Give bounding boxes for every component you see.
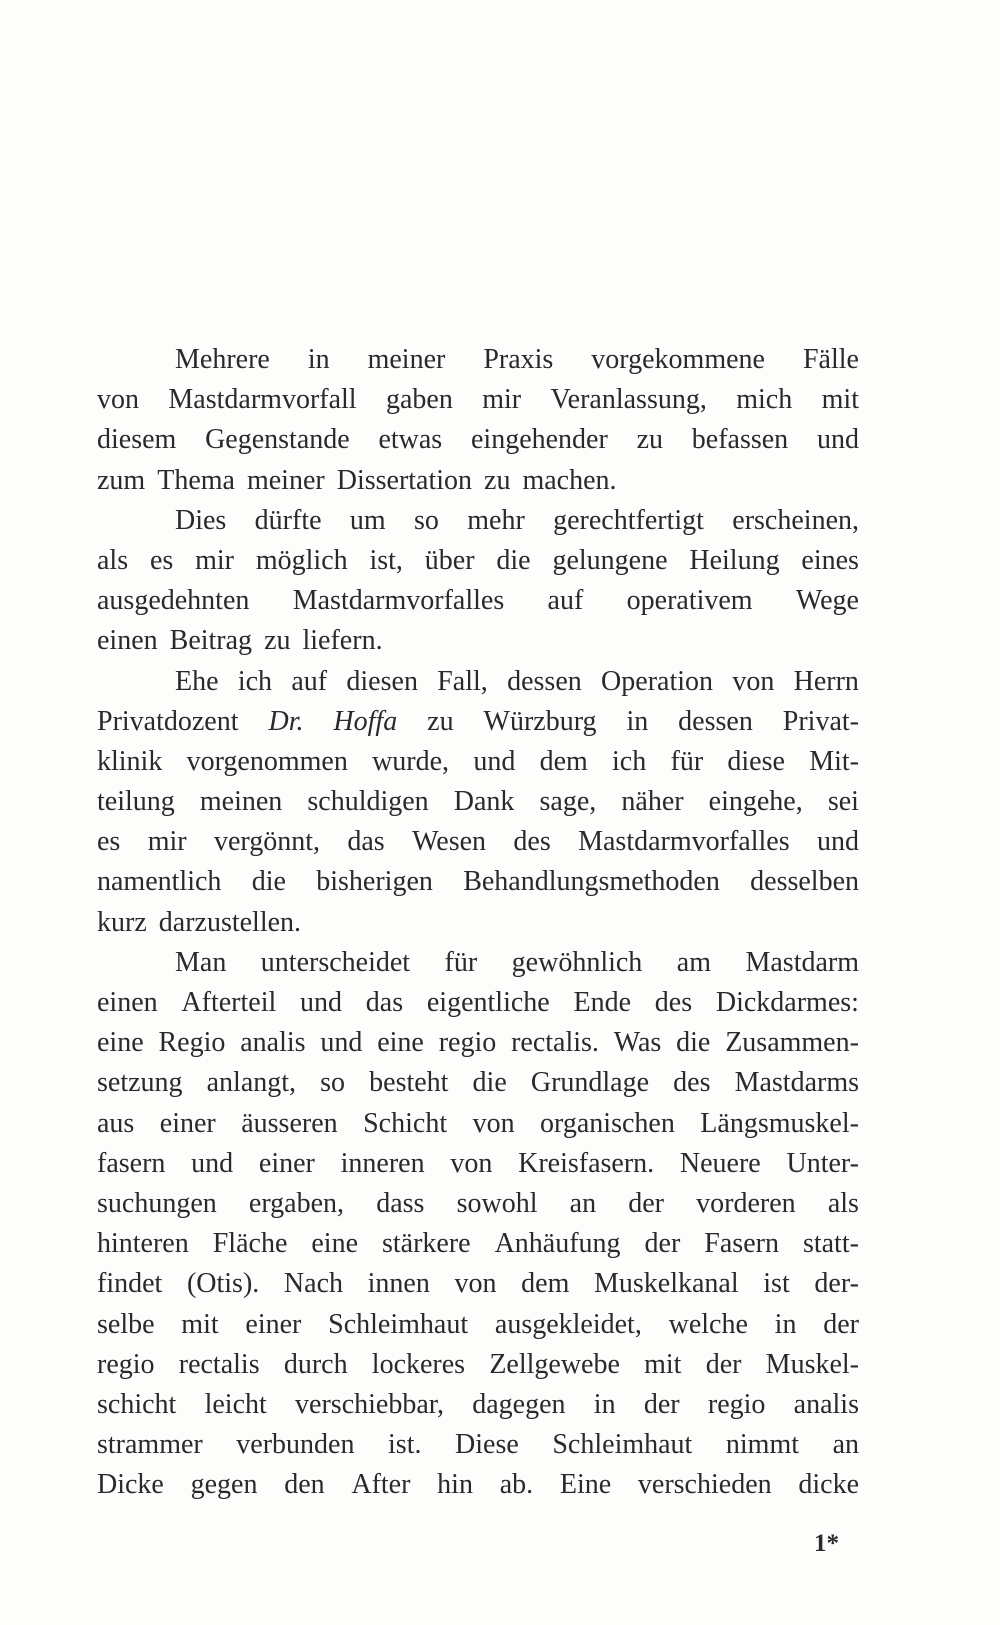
word: Mastdarm bbox=[745, 946, 859, 978]
word: über bbox=[424, 544, 475, 576]
word: schicht bbox=[97, 1388, 177, 1420]
word: von bbox=[732, 665, 775, 697]
word: Ende bbox=[573, 987, 631, 1018]
word: als bbox=[827, 1187, 859, 1219]
word: für bbox=[670, 745, 704, 777]
word: rectalis bbox=[178, 1348, 260, 1380]
word: die bbox=[676, 1027, 711, 1059]
word: Dies bbox=[175, 504, 227, 536]
word: in bbox=[593, 1388, 616, 1420]
word: dem bbox=[521, 1268, 570, 1300]
word: gerechtfertigt bbox=[553, 504, 704, 536]
word: dem bbox=[539, 745, 588, 777]
word: das bbox=[347, 826, 385, 858]
word: Mastdarmvorfalles bbox=[578, 826, 790, 858]
word: für bbox=[444, 946, 478, 978]
word: vergönnt, bbox=[213, 826, 320, 858]
word: befassen bbox=[691, 424, 789, 456]
word: eine bbox=[97, 1027, 144, 1059]
word: der bbox=[628, 1187, 664, 1219]
text-line bbox=[97, 1264, 859, 1304]
word: einer bbox=[245, 1308, 302, 1340]
word: Grundlage bbox=[530, 1067, 650, 1099]
word: so bbox=[414, 504, 439, 536]
word: meiner bbox=[246, 464, 325, 496]
word: Wesen bbox=[412, 826, 487, 858]
word: leicht bbox=[204, 1388, 267, 1420]
word: hin bbox=[437, 1469, 473, 1501]
word: und bbox=[816, 826, 859, 858]
word: ist bbox=[763, 1268, 790, 1300]
word: es bbox=[97, 826, 121, 858]
word: einen bbox=[97, 987, 158, 1018]
word: um bbox=[349, 504, 386, 536]
word: der bbox=[705, 1348, 742, 1380]
word: gewöhnlich bbox=[511, 946, 643, 978]
word: welche bbox=[668, 1308, 748, 1340]
word: organischen bbox=[540, 1107, 675, 1139]
word: Thema bbox=[157, 464, 235, 496]
word: Privatdozent bbox=[97, 705, 239, 737]
word: die bbox=[496, 544, 531, 576]
word: fasern bbox=[97, 1147, 166, 1179]
word: der bbox=[643, 1388, 680, 1420]
text-line bbox=[97, 1345, 859, 1385]
word: darzustellen. bbox=[158, 906, 302, 938]
word: Schicht bbox=[363, 1107, 448, 1139]
word: analis bbox=[793, 1388, 859, 1420]
word: Schleimhaut bbox=[552, 1429, 693, 1461]
word: sei bbox=[827, 786, 859, 818]
word: Behandlungsmethoden bbox=[463, 866, 720, 898]
word: in bbox=[307, 344, 330, 375]
word: einen bbox=[97, 625, 158, 657]
word: diesem bbox=[97, 424, 177, 456]
word: Heilung bbox=[689, 544, 780, 576]
word: Wege bbox=[795, 585, 859, 617]
word: gegen bbox=[190, 1469, 258, 1501]
word: Praxis bbox=[483, 344, 554, 375]
word: nimmt bbox=[725, 1429, 800, 1461]
word: des bbox=[673, 1067, 711, 1099]
word: dicke bbox=[798, 1469, 859, 1501]
word: mehr bbox=[467, 504, 525, 536]
word: dessen bbox=[507, 665, 582, 697]
word: Dickdarmes: bbox=[715, 987, 859, 1018]
word: als bbox=[97, 544, 129, 576]
word: ich bbox=[237, 665, 273, 697]
word: auf bbox=[291, 665, 328, 697]
word: so bbox=[320, 1067, 346, 1099]
word: dass bbox=[376, 1187, 425, 1219]
word: Eine bbox=[559, 1469, 612, 1501]
word: wurde, bbox=[372, 745, 450, 777]
word: Unter- bbox=[786, 1147, 859, 1179]
word: statt- bbox=[802, 1228, 859, 1260]
word: das bbox=[365, 987, 404, 1018]
word: Gegenstande bbox=[205, 424, 350, 456]
word: mit bbox=[821, 384, 859, 416]
text-line bbox=[97, 420, 859, 460]
text-line bbox=[97, 1425, 859, 1465]
word: verschieden bbox=[637, 1469, 772, 1501]
word: schuldigen bbox=[307, 786, 429, 818]
word: den bbox=[284, 1469, 325, 1501]
word: hinteren bbox=[97, 1228, 189, 1260]
word: der bbox=[644, 1228, 681, 1260]
text-line bbox=[97, 862, 859, 902]
text-line bbox=[97, 1063, 859, 1103]
word: zu bbox=[636, 424, 664, 456]
word: Dicke bbox=[97, 1469, 164, 1501]
word: verbunden bbox=[236, 1429, 355, 1461]
word: gaben bbox=[385, 384, 453, 416]
text-line bbox=[97, 943, 859, 983]
word: Regio bbox=[158, 1027, 226, 1059]
word: Mit- bbox=[809, 745, 859, 777]
word: eines bbox=[801, 544, 859, 576]
word: die bbox=[472, 1067, 507, 1099]
word: mir bbox=[147, 826, 187, 858]
text-line bbox=[97, 702, 859, 742]
word: möglich bbox=[255, 544, 348, 576]
word: meinen bbox=[199, 786, 283, 818]
word: diese bbox=[727, 745, 785, 777]
word: liefern. bbox=[302, 625, 383, 657]
word: Veranlassung, bbox=[550, 384, 707, 416]
word: ist. bbox=[388, 1429, 422, 1461]
word: etwas bbox=[378, 424, 443, 456]
word: mit bbox=[181, 1308, 219, 1340]
word: After bbox=[351, 1469, 411, 1501]
word: rectalis. bbox=[511, 1027, 599, 1059]
word: Mastdarms bbox=[734, 1067, 859, 1099]
word: operativem bbox=[626, 585, 753, 617]
word: dagegen bbox=[472, 1388, 566, 1420]
word: bisherigen bbox=[316, 866, 433, 898]
text-line bbox=[97, 822, 859, 862]
word: Afterteil bbox=[181, 987, 277, 1018]
word: lockeres bbox=[371, 1348, 466, 1380]
word: unterscheidet bbox=[260, 946, 411, 978]
word: stärkere bbox=[381, 1228, 471, 1260]
word: und bbox=[816, 424, 859, 456]
word: Dr. bbox=[268, 705, 304, 737]
word: und bbox=[473, 745, 516, 777]
word: in bbox=[626, 705, 649, 737]
word: ich bbox=[612, 745, 647, 777]
word: Fall, bbox=[437, 665, 488, 697]
word: an bbox=[569, 1187, 597, 1219]
word: regio bbox=[707, 1388, 766, 1420]
word: die bbox=[251, 866, 286, 898]
word: anlangt, bbox=[206, 1067, 297, 1099]
word: Ehe bbox=[175, 665, 219, 697]
word: besteht bbox=[369, 1067, 449, 1099]
word: zum bbox=[97, 464, 146, 496]
word: verschiebbar, bbox=[295, 1388, 444, 1420]
text-line bbox=[97, 340, 859, 380]
word: in bbox=[774, 1308, 797, 1340]
word: Fasern bbox=[704, 1228, 779, 1260]
word: Was bbox=[613, 1027, 662, 1059]
word: klinik bbox=[97, 745, 163, 777]
word: aus bbox=[97, 1107, 135, 1139]
word: machen. bbox=[522, 464, 617, 496]
word: erscheinen, bbox=[732, 504, 859, 536]
word: und bbox=[300, 987, 343, 1018]
text-line bbox=[97, 621, 859, 661]
word: der bbox=[823, 1308, 859, 1340]
text-line bbox=[97, 903, 859, 943]
word: Muskelkanal bbox=[594, 1268, 739, 1300]
word: zu bbox=[484, 464, 511, 496]
word: diesen bbox=[346, 665, 418, 697]
word: des bbox=[513, 826, 551, 858]
word: regio bbox=[97, 1348, 155, 1380]
word: Schleimhaut bbox=[328, 1308, 469, 1340]
word: der- bbox=[814, 1268, 859, 1300]
word: Man bbox=[175, 946, 227, 978]
text-line bbox=[97, 581, 859, 621]
word: kurz bbox=[97, 906, 147, 938]
word: Dissertation bbox=[336, 464, 473, 496]
word: Privat- bbox=[782, 705, 859, 737]
word: Nach bbox=[283, 1268, 343, 1300]
word: eingehe, bbox=[708, 786, 803, 818]
word: vorgekommene bbox=[591, 344, 765, 375]
word: äusseren bbox=[241, 1107, 338, 1139]
word: strammer bbox=[97, 1429, 203, 1461]
word: einer bbox=[159, 1107, 216, 1139]
word: am bbox=[676, 946, 711, 978]
word: vorderen bbox=[696, 1187, 796, 1219]
word: von bbox=[454, 1268, 497, 1300]
word: Diese bbox=[455, 1429, 519, 1461]
word: Dank bbox=[453, 786, 515, 818]
word: suchungen bbox=[97, 1187, 217, 1219]
word: Zellgewebe bbox=[489, 1348, 620, 1380]
word: auf bbox=[547, 585, 584, 617]
text-line bbox=[97, 380, 859, 420]
word: innen bbox=[367, 1268, 430, 1300]
word: ausgedehnten bbox=[97, 585, 250, 617]
text-line bbox=[97, 742, 859, 782]
word: des bbox=[654, 987, 693, 1018]
word: findet bbox=[97, 1268, 163, 1300]
word: selbe bbox=[97, 1308, 155, 1340]
word: ergaben, bbox=[248, 1187, 345, 1219]
word: durch bbox=[283, 1348, 348, 1380]
text-line bbox=[97, 1465, 859, 1505]
word: zu bbox=[264, 625, 291, 657]
word: (Otis). bbox=[186, 1268, 260, 1300]
word: Fälle bbox=[802, 344, 859, 375]
word: eine bbox=[377, 1027, 424, 1059]
word: Mastdarmvorfall bbox=[168, 384, 357, 416]
text-line bbox=[97, 541, 859, 581]
word: eigentliche bbox=[426, 987, 550, 1018]
word: analis bbox=[240, 1027, 306, 1059]
word: desselben bbox=[750, 866, 859, 898]
word: mir bbox=[195, 544, 235, 576]
text-line bbox=[97, 1184, 859, 1224]
word: einer bbox=[258, 1147, 315, 1179]
word: sage, bbox=[539, 786, 597, 818]
word: von bbox=[472, 1107, 515, 1139]
text-line bbox=[97, 1385, 859, 1425]
word: meiner bbox=[367, 344, 446, 375]
word: mit bbox=[644, 1348, 682, 1380]
word: gelungene bbox=[552, 544, 668, 576]
word: ausgekleidet, bbox=[494, 1308, 642, 1340]
word: setzung bbox=[97, 1067, 183, 1099]
word: inneren bbox=[340, 1147, 425, 1179]
text-line bbox=[97, 983, 859, 1023]
word: Operation bbox=[601, 665, 714, 697]
word: Herrn bbox=[793, 665, 859, 697]
word: und bbox=[191, 1147, 234, 1179]
text-line bbox=[97, 1023, 859, 1063]
word: an bbox=[832, 1429, 859, 1461]
signature-mark: 1* bbox=[814, 1530, 839, 1557]
text-line bbox=[97, 1305, 859, 1345]
word: Zusammen- bbox=[725, 1027, 859, 1059]
word: vorgenommen bbox=[186, 745, 348, 777]
word: Kreisfasern. bbox=[518, 1147, 655, 1179]
word: Neuere bbox=[679, 1147, 761, 1179]
word: dürfte bbox=[254, 504, 322, 536]
text-line bbox=[97, 461, 859, 501]
text-line bbox=[97, 1144, 859, 1184]
word: namentlich bbox=[97, 866, 222, 898]
word: Muskel- bbox=[765, 1348, 859, 1380]
word: Würzburg bbox=[483, 705, 597, 737]
word: von bbox=[97, 384, 139, 416]
word: Anhäufung bbox=[494, 1228, 621, 1260]
word: zu bbox=[427, 705, 454, 737]
word: sowohl bbox=[456, 1187, 538, 1219]
text-line bbox=[97, 782, 859, 822]
word: Mastdarmvorfalles bbox=[292, 585, 505, 617]
word: ist, bbox=[369, 544, 403, 576]
body-text bbox=[97, 340, 859, 1505]
word: Beitrag bbox=[169, 625, 253, 657]
word: regio bbox=[438, 1027, 497, 1059]
word: näher bbox=[621, 786, 684, 818]
word: ab. bbox=[499, 1469, 534, 1501]
word: mich bbox=[736, 384, 793, 416]
word: teilung bbox=[97, 786, 175, 818]
word: und bbox=[320, 1027, 363, 1059]
text-line bbox=[97, 662, 859, 702]
word: mir bbox=[482, 384, 522, 416]
word: Hoffa bbox=[333, 705, 398, 737]
word: Fläche bbox=[212, 1228, 288, 1260]
word: eine bbox=[311, 1228, 358, 1260]
word: von bbox=[450, 1147, 493, 1179]
text-line bbox=[97, 1224, 859, 1264]
text-line bbox=[97, 1104, 859, 1144]
word: dessen bbox=[678, 705, 753, 737]
word: eingehender bbox=[470, 424, 608, 456]
text-line bbox=[97, 501, 859, 541]
word: es bbox=[149, 544, 174, 576]
word: Mehrere bbox=[175, 344, 270, 375]
word: Längsmuskel- bbox=[700, 1107, 859, 1139]
